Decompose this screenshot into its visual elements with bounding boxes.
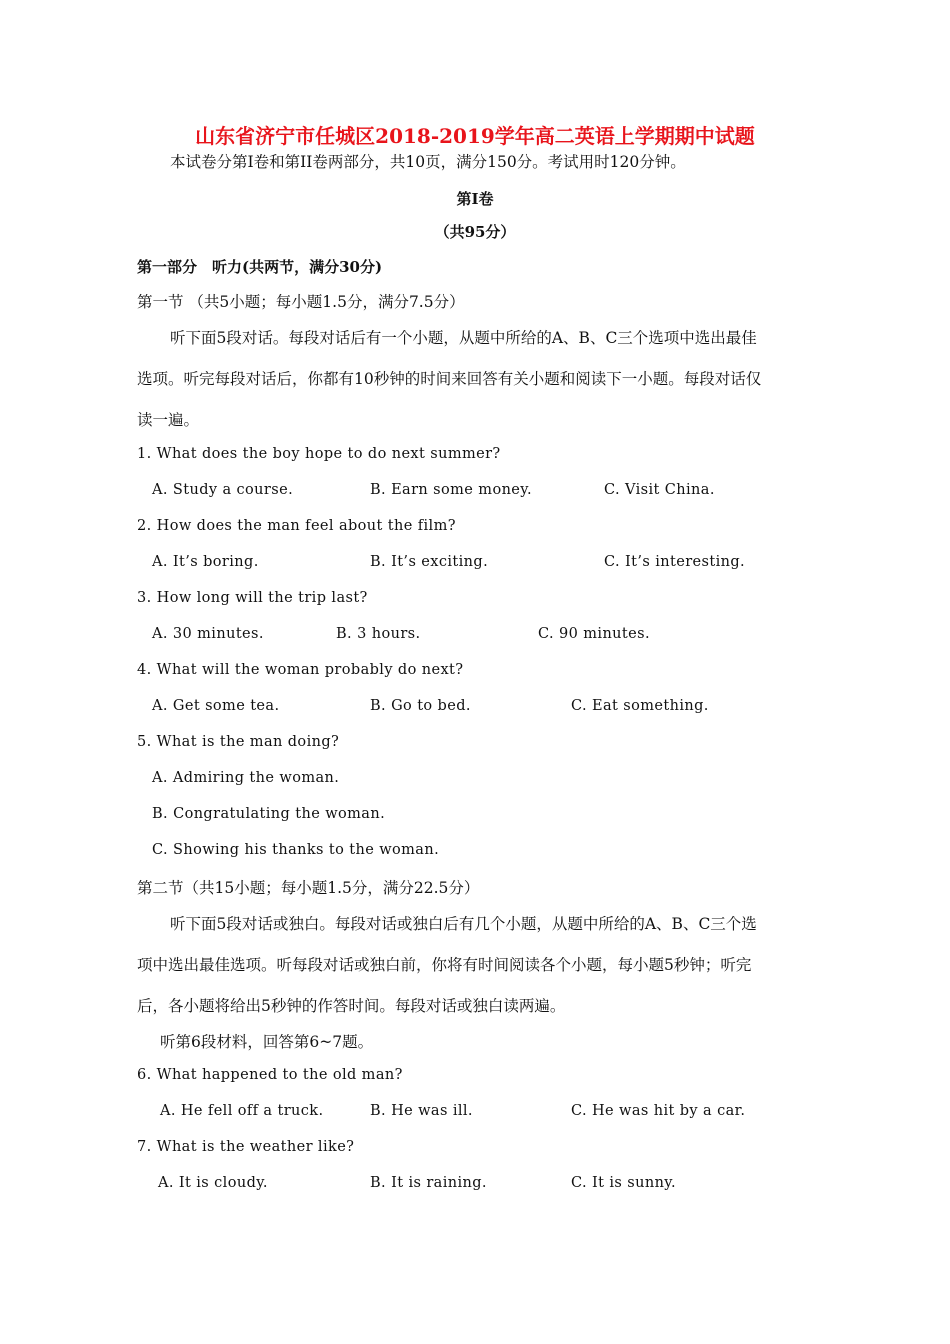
option-a: A. Admiring the woman. bbox=[152, 770, 340, 786]
option-b: B. 3 hours. bbox=[336, 626, 421, 642]
document-title: 山东省济宁市任城区2018-2019学年高二英语上学期期中试题 bbox=[195, 124, 755, 148]
section2-instruction-line: 听下面5段对话或独白。每段对话或独白后有几个小题，从题中所给的A、B、C三个选 bbox=[170, 915, 757, 933]
section1-instruction-line: 选项。听完每段对话后，你都有10秒钟的时间来回答有关小题和阅读下一小题。每段对话仅 bbox=[137, 370, 762, 388]
section1-instruction-line: 读一遍。 bbox=[137, 411, 200, 429]
question-2: 2. How does the man feel about the film? bbox=[137, 518, 456, 534]
option-b: B. Go to bed. bbox=[370, 698, 471, 714]
material-note: 听第6段材料，回答第6~7题。 bbox=[160, 1033, 374, 1051]
section2-instruction-line: 项中选出最佳选项。听每段对话或独白前，你将有时间阅读各个小题，每小题5秒钟；听完 bbox=[137, 956, 752, 974]
option-c: C. It is sunny. bbox=[571, 1175, 676, 1191]
section1-heading: 第一节 （共5小题；每小题1.5分，满分7.5分） bbox=[137, 293, 465, 311]
option-a: A. Study a course. bbox=[152, 482, 294, 498]
question-1: 1. What does the boy hope to do next summer? bbox=[137, 446, 501, 462]
part1-heading: 第一部分 听力(共两节，满分30分) bbox=[137, 258, 383, 276]
option-b: B. It’s exciting. bbox=[370, 554, 489, 570]
option-b: B. Earn some money. bbox=[370, 482, 532, 498]
question-4: 4. What will the woman probably do next? bbox=[137, 662, 464, 678]
option-c: C. He was hit by a car. bbox=[571, 1103, 746, 1119]
question-7: 7. What is the weather like? bbox=[137, 1139, 355, 1155]
section1-instruction-line: 听下面5段对话。每段对话后有一个小题，从题中所给的A、B、C三个选项中选出最佳 bbox=[170, 329, 757, 347]
section2-heading: 第二节（共15小题；每小题1.5分，满分22.5分） bbox=[137, 879, 480, 897]
option-b: B. He was ill. bbox=[370, 1103, 473, 1119]
option-a: A. 30 minutes. bbox=[152, 626, 264, 642]
option-a: A. Get some tea. bbox=[152, 698, 280, 714]
option-c: C. Visit China. bbox=[604, 482, 715, 498]
volume-heading: 第I卷 bbox=[456, 190, 494, 208]
option-c: C. Eat something. bbox=[571, 698, 709, 714]
question-5: 5. What is the man doing? bbox=[137, 734, 340, 750]
question-6: 6. What happened to the old man? bbox=[137, 1067, 403, 1083]
section2-instruction-line: 后，各小题将给出5秒钟的作答时间。每段对话或独白读两遍。 bbox=[137, 997, 566, 1015]
option-b: B. It is raining. bbox=[370, 1175, 487, 1191]
option-a: A. He fell off a truck. bbox=[160, 1103, 324, 1119]
exam-intro: 本试卷分第I卷和第II卷两部分，共10页，满分150分。考试用时120分钟。 bbox=[170, 153, 686, 171]
question-3: 3. How long will the trip last? bbox=[137, 590, 368, 606]
option-a: A. It is cloudy. bbox=[158, 1175, 268, 1191]
option-b: B. Congratulating the woman. bbox=[152, 806, 386, 822]
option-c: C. It’s interesting. bbox=[604, 554, 746, 570]
option-a: A. It’s boring. bbox=[152, 554, 259, 570]
option-c: C. Showing his thanks to the woman. bbox=[152, 842, 440, 858]
volume-score: （共95分） bbox=[434, 223, 516, 241]
option-c: C. 90 minutes. bbox=[538, 626, 650, 642]
